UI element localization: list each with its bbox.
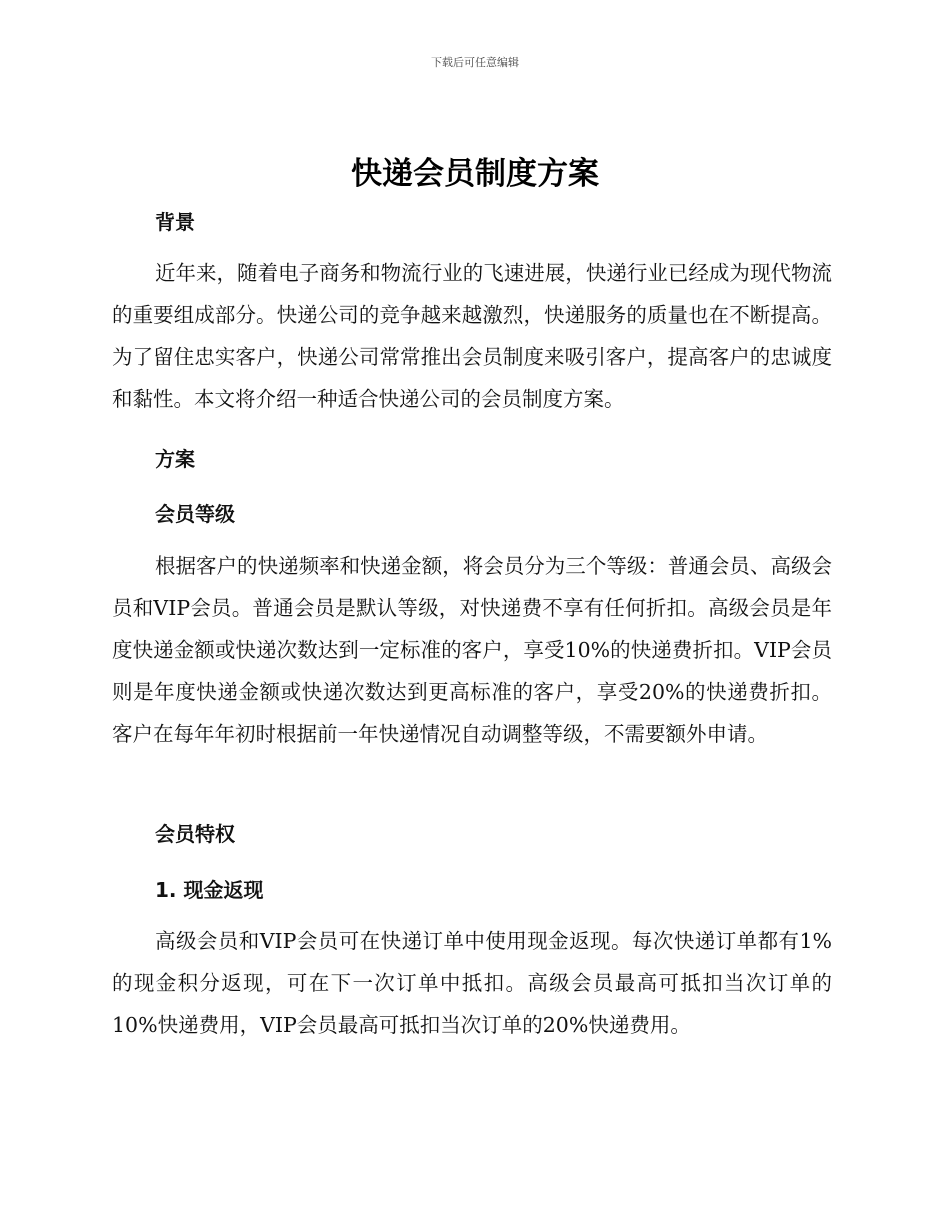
section-heading-background: 背景 — [155, 210, 195, 234]
page-title: 快递会员制度方案 — [351, 156, 599, 192]
paragraph-background: 近年来，随着电子商务和物流行业的飞速进展，快递行业已经成为现代物流的重要组成部分。快递公司的竞争越来越激烈，快递服务的质量也在不断提高。为了留住忠实客户，快递公司常常推出会员制度来吸引客户，提高客户的忠诚度和黏性。本文将介绍一种适合快递公司的会员制度方案。 — [112, 261, 832, 411]
paragraph-member-levels: 根据客户的快递频率和快递金额，将会员分为三个等级：普通会员、高级会员和VIP会员。普通会员是默认等级，对快递费不享有任何折扣。高级会员是年度快递金额或快递次数达到一定标准的客户，享受10%的快递费折扣。VIP会员则是年度快递金额或快递次数达到更高标准的客户，享受20%的快递费折扣。客户在每年年初时根据前一年快递情况自动调整等级，不需要额外申请。 — [112, 554, 832, 746]
section-heading-member-levels: 会员等级 — [155, 502, 235, 526]
section-heading-plan: 方案 — [155, 447, 195, 471]
section-heading-cashback: 1. 现金返现 — [155, 878, 264, 902]
header-note: 下载后可任意编辑 — [431, 56, 519, 69]
paragraph-cashback: 高级会员和VIP会员可在快递订单中使用现金返现。每次快递订单都有1%的现金积分返现，可在下一次订单中抵扣。高级会员最高可抵扣当次订单的10%快递费用，VIP会员最高可抵扣当次订单的20%快递费用。 — [112, 929, 832, 1037]
section-heading-member-privileges: 会员特权 — [155, 822, 235, 846]
